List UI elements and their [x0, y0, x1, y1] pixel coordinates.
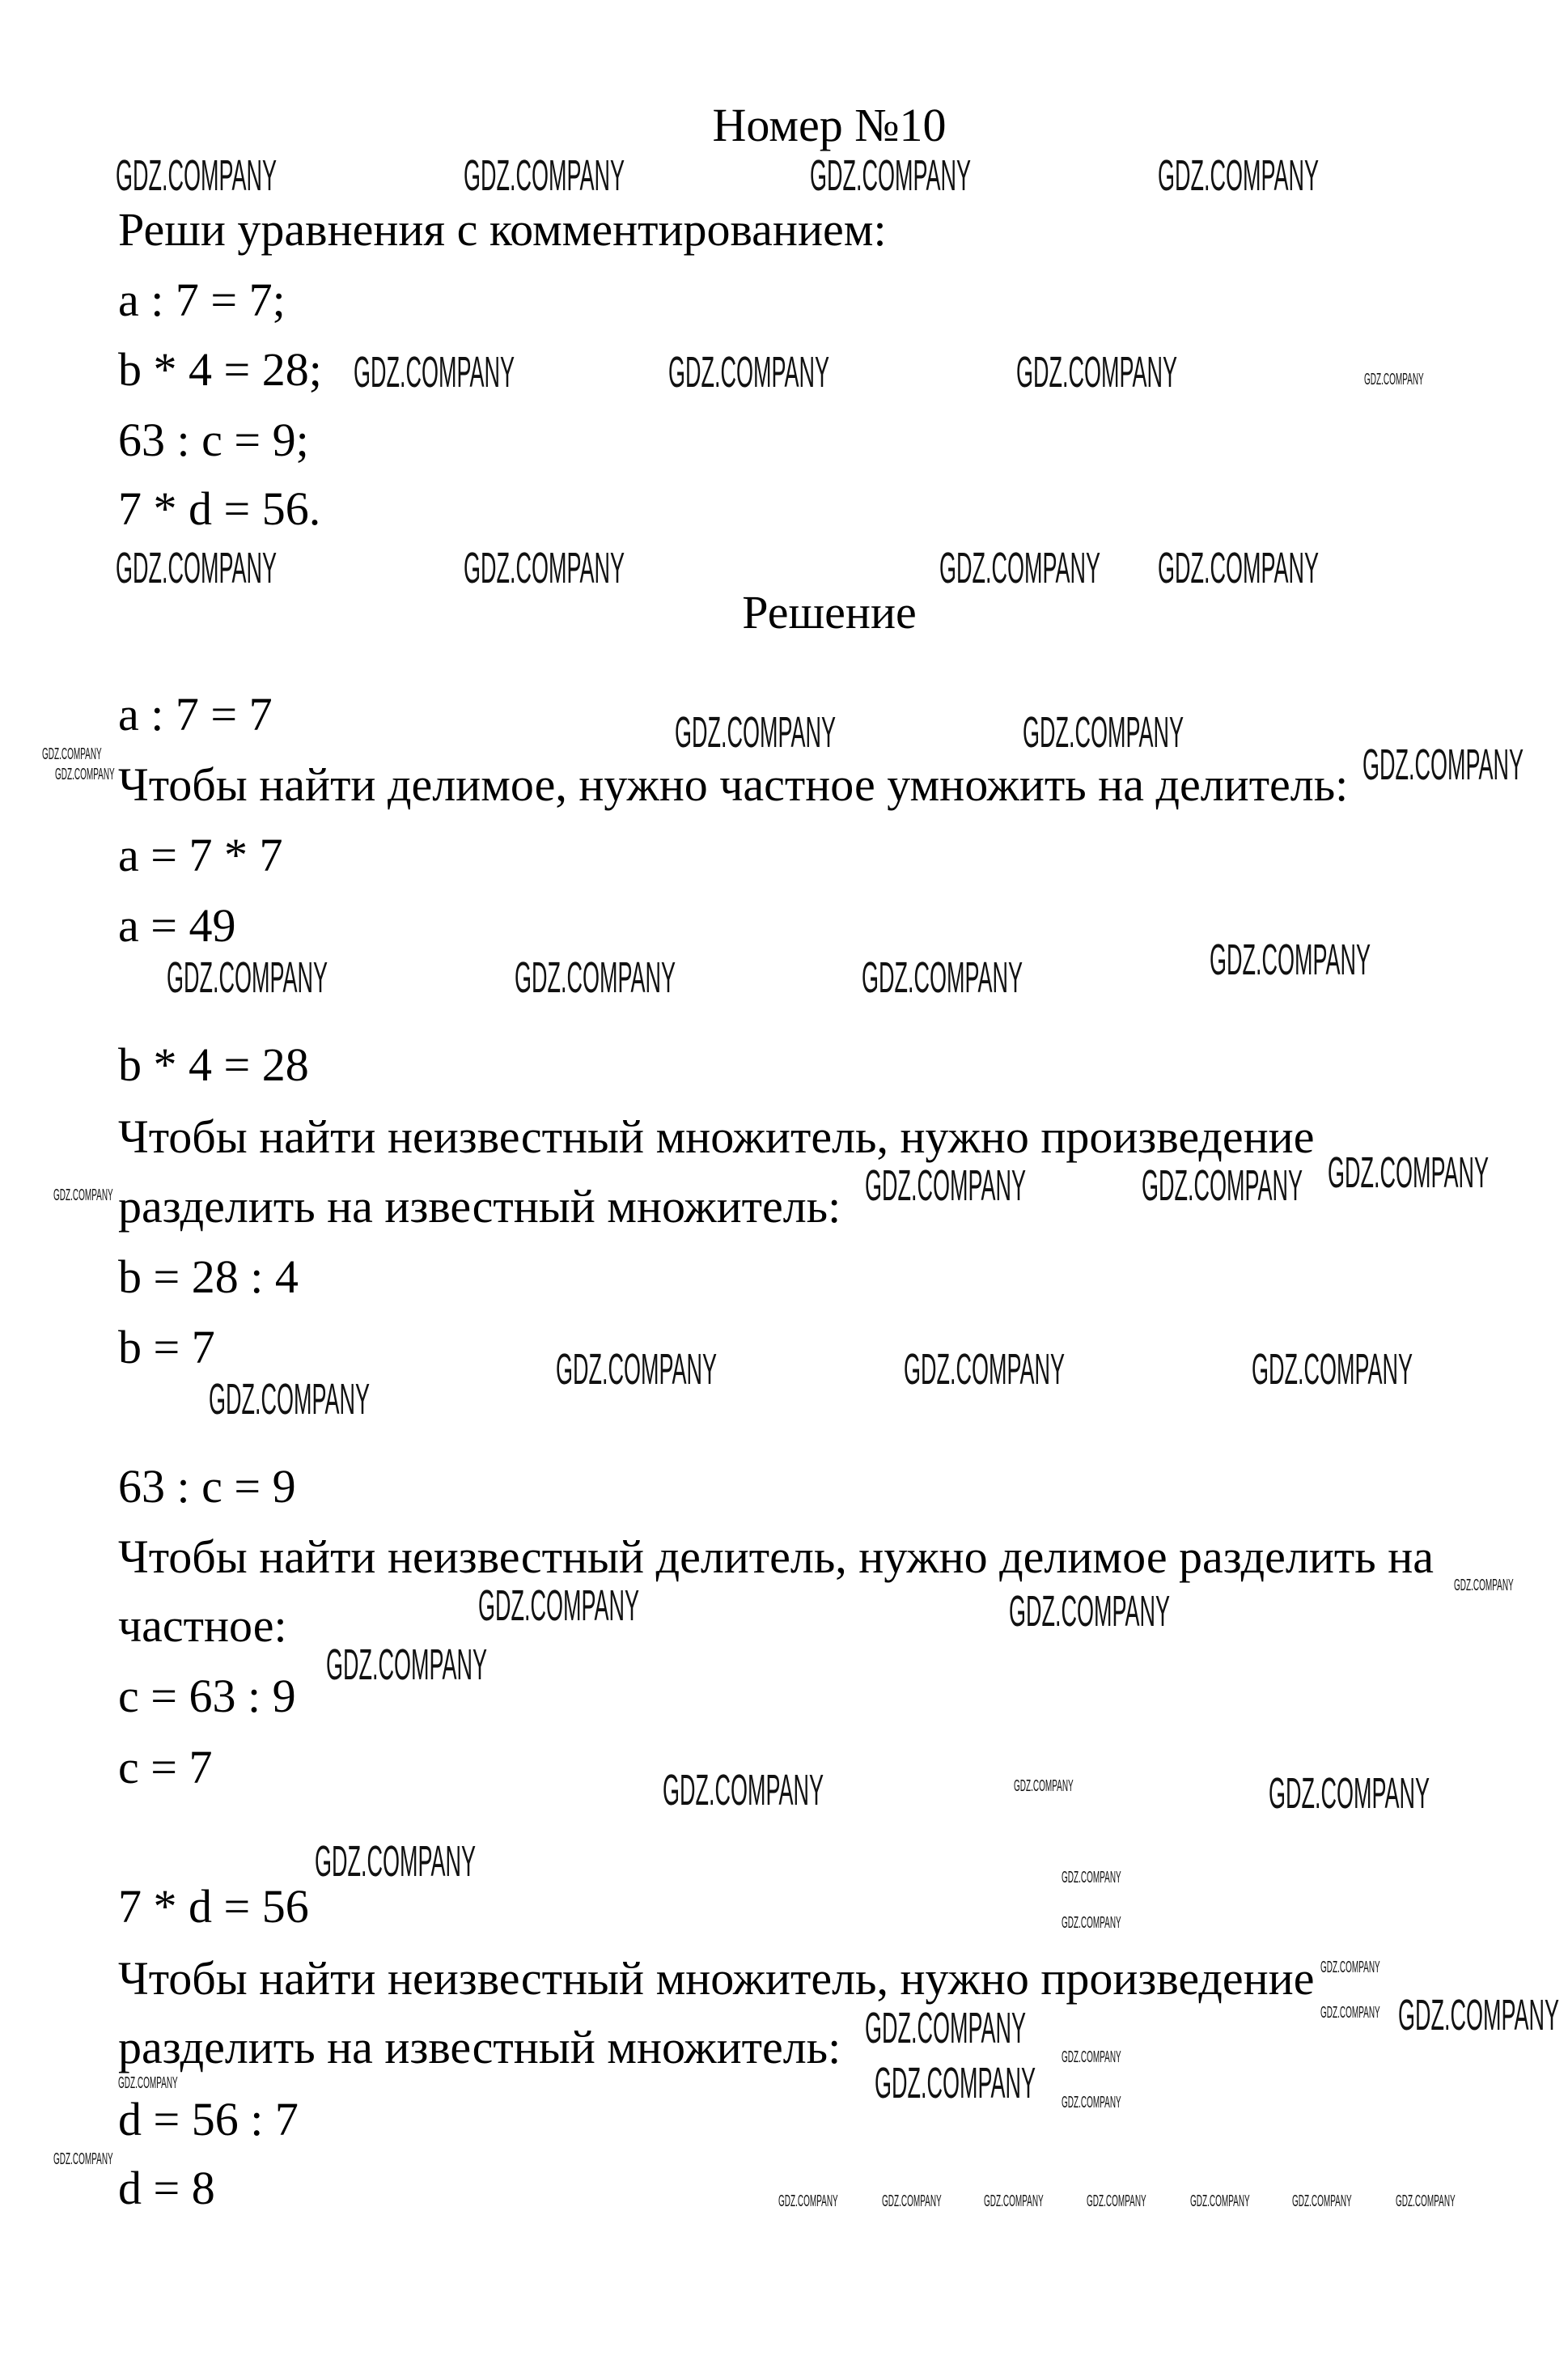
watermark: GDZ.COMPANY: [1252, 1345, 1413, 1394]
watermark: GDZ.COMPANY: [862, 953, 1023, 1002]
watermark: GDZ.COMPANY: [167, 953, 328, 1002]
watermark: GDZ.COMPANY: [778, 2192, 838, 2210]
solution-step: d = 56 : 7: [118, 2093, 299, 2145]
watermark: GDZ.COMPANY: [116, 544, 278, 592]
solution-rule-text: Чтобы найти неизвестный множитель, нужно произведение: [118, 1110, 1315, 1163]
watermark: GDZ.COMPANY: [118, 2074, 178, 2092]
watermark: GDZ.COMPANY: [116, 151, 278, 200]
watermark: GDZ.COMPANY: [1016, 348, 1178, 397]
solution-step: a = 7 * 7: [118, 829, 283, 881]
solution-rule-text: частное:: [118, 1599, 287, 1652]
solution-equation: 63 : c = 9: [118, 1460, 296, 1513]
watermark: GDZ.COMPANY: [1320, 1959, 1380, 1976]
watermark: GDZ.COMPANY: [42, 745, 102, 763]
watermark: GDZ.COMPANY: [1014, 1777, 1074, 1795]
watermark: GDZ.COMPANY: [1292, 2192, 1352, 2210]
watermark: GDZ.COMPANY: [556, 1345, 718, 1394]
solution-equation: b * 4 = 28: [118, 1038, 309, 1091]
watermark: GDZ.COMPANY: [1398, 1991, 1560, 2039]
watermark: GDZ.COMPANY: [882, 2192, 942, 2210]
watermark: GDZ.COMPANY: [1269, 1769, 1430, 1818]
watermark: GDZ.COMPANY: [1062, 2094, 1121, 2111]
solution-step: c = 63 : 9: [118, 1670, 296, 1722]
watermark: GDZ.COMPANY: [1158, 544, 1320, 592]
watermark: GDZ.COMPANY: [1009, 1587, 1171, 1636]
watermark: GDZ.COMPANY: [663, 1766, 824, 1814]
watermark: GDZ.COMPANY: [1320, 2004, 1380, 2022]
page-title: Номер №10: [712, 99, 947, 151]
task-equation: a : 7 = 7;: [118, 274, 286, 326]
watermark: GDZ.COMPANY: [1062, 2048, 1121, 2066]
watermark: GDZ.COMPANY: [478, 1581, 640, 1630]
watermark: GDZ.COMPANY: [515, 953, 676, 1002]
solution-rule-text: разделить на известный множитель:: [118, 2021, 841, 2073]
watermark: GDZ.COMPANY: [209, 1375, 371, 1424]
watermark: GDZ.COMPANY: [53, 1186, 113, 1204]
watermark: GDZ.COMPANY: [1023, 708, 1184, 757]
watermark: GDZ.COMPANY: [865, 2004, 1027, 2052]
watermark: GDZ.COMPANY: [984, 2192, 1044, 2210]
watermark: GDZ.COMPANY: [1158, 151, 1320, 200]
task-prompt: Реши уравнения с комментированием:: [118, 203, 887, 256]
solution-rule-text: разделить на известный множитель:: [118, 1180, 841, 1233]
watermark: GDZ.COMPANY: [1062, 1869, 1121, 1887]
watermark: GDZ.COMPANY: [55, 766, 115, 783]
solution-heading: Решение: [742, 586, 917, 639]
watermark: GDZ.COMPANY: [354, 348, 515, 397]
watermark: GDZ.COMPANY: [865, 1161, 1027, 1210]
watermark: GDZ.COMPANY: [464, 544, 625, 592]
watermark: GDZ.COMPANY: [904, 1345, 1066, 1394]
watermark: GDZ.COMPANY: [1087, 2192, 1146, 2210]
watermark: GDZ.COMPANY: [675, 708, 837, 757]
watermark: GDZ.COMPANY: [326, 1640, 488, 1689]
watermark: GDZ.COMPANY: [53, 2150, 113, 2168]
solution-step: a = 49: [118, 899, 236, 952]
solution-step: d = 8: [118, 2162, 215, 2214]
watermark: GDZ.COMPANY: [1454, 1577, 1514, 1594]
solution-rule-text: Чтобы найти неизвестный множитель, нужно произведение: [118, 1952, 1315, 2005]
watermark: GDZ.COMPANY: [1062, 1914, 1121, 1932]
watermark: GDZ.COMPANY: [875, 2059, 1036, 2107]
solution-equation: a : 7 = 7: [118, 688, 273, 741]
watermark: GDZ.COMPANY: [939, 544, 1101, 592]
watermark: GDZ.COMPANY: [1362, 741, 1524, 789]
watermark: GDZ.COMPANY: [1190, 2192, 1250, 2210]
watermark: GDZ.COMPANY: [810, 151, 972, 200]
solution-rule-text: Чтобы найти неизвестный делитель, нужно делимое разделить на: [118, 1530, 1434, 1583]
solution-step: c = 7: [118, 1741, 213, 1793]
solution-step: b = 28 : 4: [118, 1250, 299, 1303]
task-equation: 63 : c = 9;: [118, 414, 309, 466]
watermark: GDZ.COMPANY: [1210, 936, 1371, 984]
watermark: GDZ.COMPANY: [668, 348, 830, 397]
watermark: GDZ.COMPANY: [1364, 371, 1424, 388]
solution-step: b = 7: [118, 1321, 215, 1373]
solution-rule-text: Чтобы найти делимое, нужно частное умножить на делитель:: [118, 758, 1349, 811]
task-equation: b * 4 = 28;: [118, 343, 322, 396]
task-equation: 7 * d = 56.: [118, 482, 321, 535]
watermark: GDZ.COMPANY: [1142, 1161, 1303, 1210]
solution-equation: 7 * d = 56: [118, 1880, 309, 1933]
watermark: GDZ.COMPANY: [464, 151, 625, 200]
watermark: GDZ.COMPANY: [1328, 1148, 1490, 1197]
watermark: GDZ.COMPANY: [1396, 2192, 1456, 2210]
watermark: GDZ.COMPANY: [315, 1837, 477, 1886]
